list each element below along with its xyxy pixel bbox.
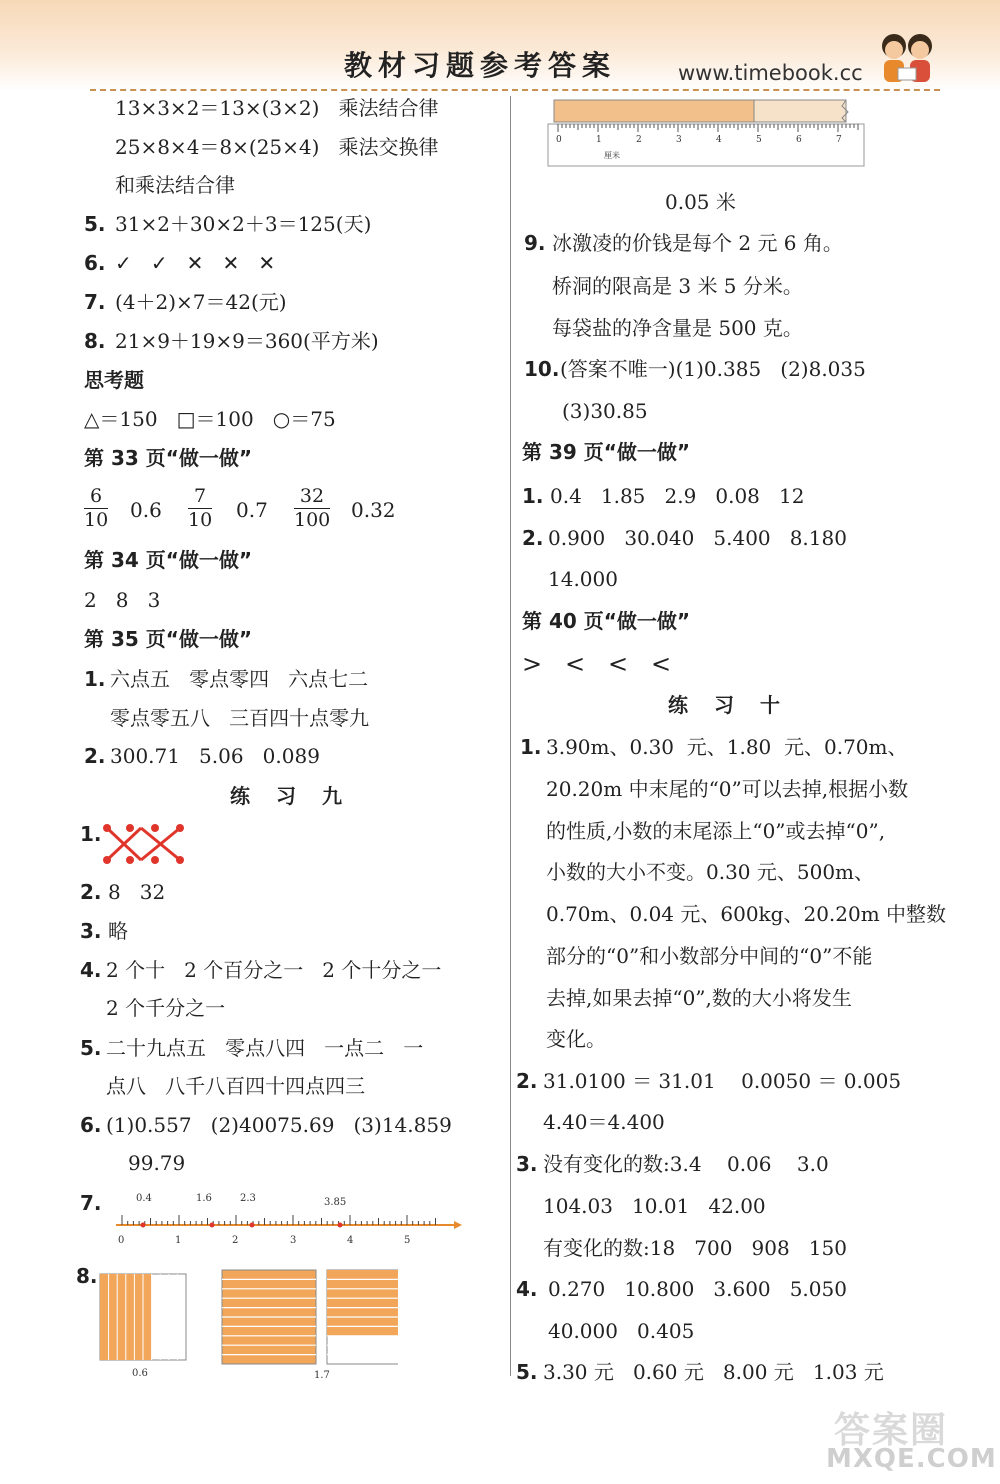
answer-text: 点八 八千八百四十四点四三 [106,1074,366,1098]
question-number: 1. [84,667,106,691]
header-url: www.timebook.cc [678,61,863,85]
paragraph-line: 部分的“0”和小数部分中间的“0”不能 [546,944,873,968]
answer-text: 31×2＋30×2＋3＝125(天) [115,212,372,236]
think-answer: △＝150 □＝100 ○＝75 [84,407,336,431]
paragraph-line: 20.20m 中末尾的“0”可以去掉,根据小数 [546,777,909,801]
answer-text: 略 [108,919,128,943]
ruler-tick-label: 0 [556,135,562,145]
answer-text: 21×9＋19×9＝360(平方米) [115,329,379,353]
exercise-title: 练习九 [230,784,368,808]
question-number: 7. [80,1191,102,1215]
question-number: 4. [516,1277,538,1301]
ruler-tick-label: 4 [716,135,722,145]
ruler-tick-label: 6 [796,135,802,145]
ruler-tick-label: 3 [676,135,682,145]
decimal-grids [98,1266,398,1384]
decimal: 0.7 [236,498,268,522]
answer-text: 300.71 5.06 0.089 [110,744,320,768]
answer-text: 40.000 0.405 [548,1319,695,1343]
watermark-top: 答案圈 [834,1410,949,1451]
answer-text: 每袋盐的净含量是 500 克。 [552,316,803,340]
answer-text: 3.30 元 0.60 元 8.00 元 1.03 元 [543,1360,884,1384]
answer-text: 2 个千分之一 [106,996,226,1020]
paragraph-line: 的性质,小数的末尾添上“0”或去掉“0”, [546,819,886,843]
answer-text: (1)0.557 (2)40075.69 (3)14.859 [106,1113,452,1137]
question-number: 1. [522,484,544,508]
watermark [826,1400,996,1480]
column-divider [510,96,511,1376]
answer-text: 0.270 10.800 3.600 5.050 [548,1277,847,1301]
question-number: 3. [516,1152,538,1176]
ruler-figure [546,98,876,172]
question-number: 6. [80,1113,102,1137]
answer-text: 零点零五八 三百四十点零九 [110,706,370,730]
answer-text: 0.4 1.85 2.9 0.08 12 [550,484,805,508]
fraction: 7 10 [188,485,213,531]
text-line: 13×3×2＝13×(3×2) 乘法结合律 [115,96,439,120]
question-number: 2. [522,526,544,550]
numberline-tick-label: 3 [290,1235,297,1246]
question-number: 5. [84,212,106,236]
question-number: 4. [80,958,102,982]
question-number: 3. [80,919,102,943]
numberline-top-label: 0.4 [136,1193,152,1204]
page-header [0,0,1000,92]
comparison-signs: > < < < [522,650,672,678]
answer-text: 二十九点五 零点八四 一点二 一 [106,1036,424,1060]
ruler-unit: 厘米 [604,151,620,160]
answer-text: 104.03 10.01 42.00 [543,1194,766,1218]
paragraph-line: 3.90m、0.30 元、1.80 元、0.70m、 [546,735,908,759]
question-number: 2. [80,880,102,904]
numberline-tick-label: 5 [404,1235,411,1246]
grid-label: 0.6 [132,1368,148,1379]
answer-text: 2 个十 2 个百分之一 2 个十分之一 [106,958,442,982]
question-number: 7. [84,290,106,314]
ruler-tick-label: 1 [596,135,602,145]
ruler-tick-label: 2 [636,135,642,145]
answer-text: 31.0100 ＝ 31.01 0.0050 ＝ 0.005 [543,1069,902,1093]
paragraph-line: 去掉,如果去掉“0”,数的大小将发生 [546,986,852,1010]
answer-text: (答案不唯一)(1)0.385 (2)8.035 [560,357,866,381]
answer-text: 2 8 3 [84,588,161,612]
question-number: 2. [516,1069,538,1093]
section-heading: 第 35 页“做一做” [84,627,253,651]
watermark-bottom: MXQE.COM [826,1444,997,1474]
answer-text: 4.40＝4.400 [543,1110,665,1134]
answer-text: 有变化的数:18 700 908 150 [543,1236,847,1260]
fraction: 6 10 [84,485,109,531]
paragraph-line: 变化。 [546,1027,606,1051]
decimal: 0.6 [130,498,162,522]
matching-lines [100,822,190,866]
check-marks: ✓ ✓ ✕ ✕ ✕ [115,251,276,275]
header-title: 教材习题参考答案 [343,49,616,82]
grid-label: 1.7 [314,1370,330,1381]
fraction: 32 100 [294,485,331,531]
header-divider [90,89,940,91]
section-heading: 第 40 页“做一做” [522,609,691,633]
answer-text: (3)30.85 [562,399,648,423]
decimal: 0.32 [351,498,396,522]
text-line: 和乘法结合律 [115,173,235,197]
answer-text: 六点五 零点零四 六点七二 [110,667,369,691]
ruler-tick-label: 7 [836,135,842,145]
text-line: 25×8×4＝8×(25×4) 乘法交换律 [115,135,439,159]
answer-text: 14.000 [548,567,618,591]
answer-text: 0.900 30.040 5.400 8.180 [548,526,847,550]
answer-text: 冰激凌的价钱是每个 2 元 6 角。 [552,231,843,255]
numberline-tick-label: 0 [118,1235,125,1246]
number-line [100,1185,470,1249]
numberline-tick-label: 1 [175,1235,182,1246]
numberline-top-label: 1.6 [196,1193,212,1204]
question-number: 1. [520,735,542,759]
answer-text: 99.79 [128,1151,186,1175]
exercise-title: 练习十 [668,693,806,717]
question-number: 5. [516,1360,538,1384]
ruler-answer: 0.05 米 [665,190,736,214]
answer-text: (4＋2)×7＝42(元) [115,290,287,314]
numberline-tick-label: 2 [232,1235,239,1246]
question-number: 2. [84,744,106,768]
question-number: 8. [84,329,106,353]
question-number: 6. [84,251,106,275]
ruler-tick-label: 5 [756,135,762,145]
answer-text: 8 32 [108,880,166,904]
kids-illustration [872,28,942,88]
numberline-top-label: 2.3 [240,1193,256,1204]
answer-text: 桥洞的限高是 3 米 5 分米。 [552,274,803,298]
section-heading: 第 34 页“做一做” [84,548,253,572]
question-number: 8. [76,1264,98,1288]
answer-text: 没有变化的数:3.4 0.06 3.0 [543,1152,829,1176]
numberline-tick-label: 4 [347,1235,354,1246]
question-number: 10. [524,357,560,381]
question-number: 1. [80,822,102,846]
section-heading: 第 33 页“做一做” [84,446,253,470]
think-heading: 思考题 [84,368,144,392]
section-heading: 第 39 页“做一做” [522,440,691,464]
paragraph-line: 0.70m、0.04 元、600kg、20.20m 中整数 [546,902,947,926]
paragraph-line: 小数的大小不变。0.30 元、500m、 [546,860,875,884]
numberline-top-label: 3.85 [324,1197,347,1208]
question-number: 9. [524,231,546,255]
question-number: 5. [80,1036,102,1060]
